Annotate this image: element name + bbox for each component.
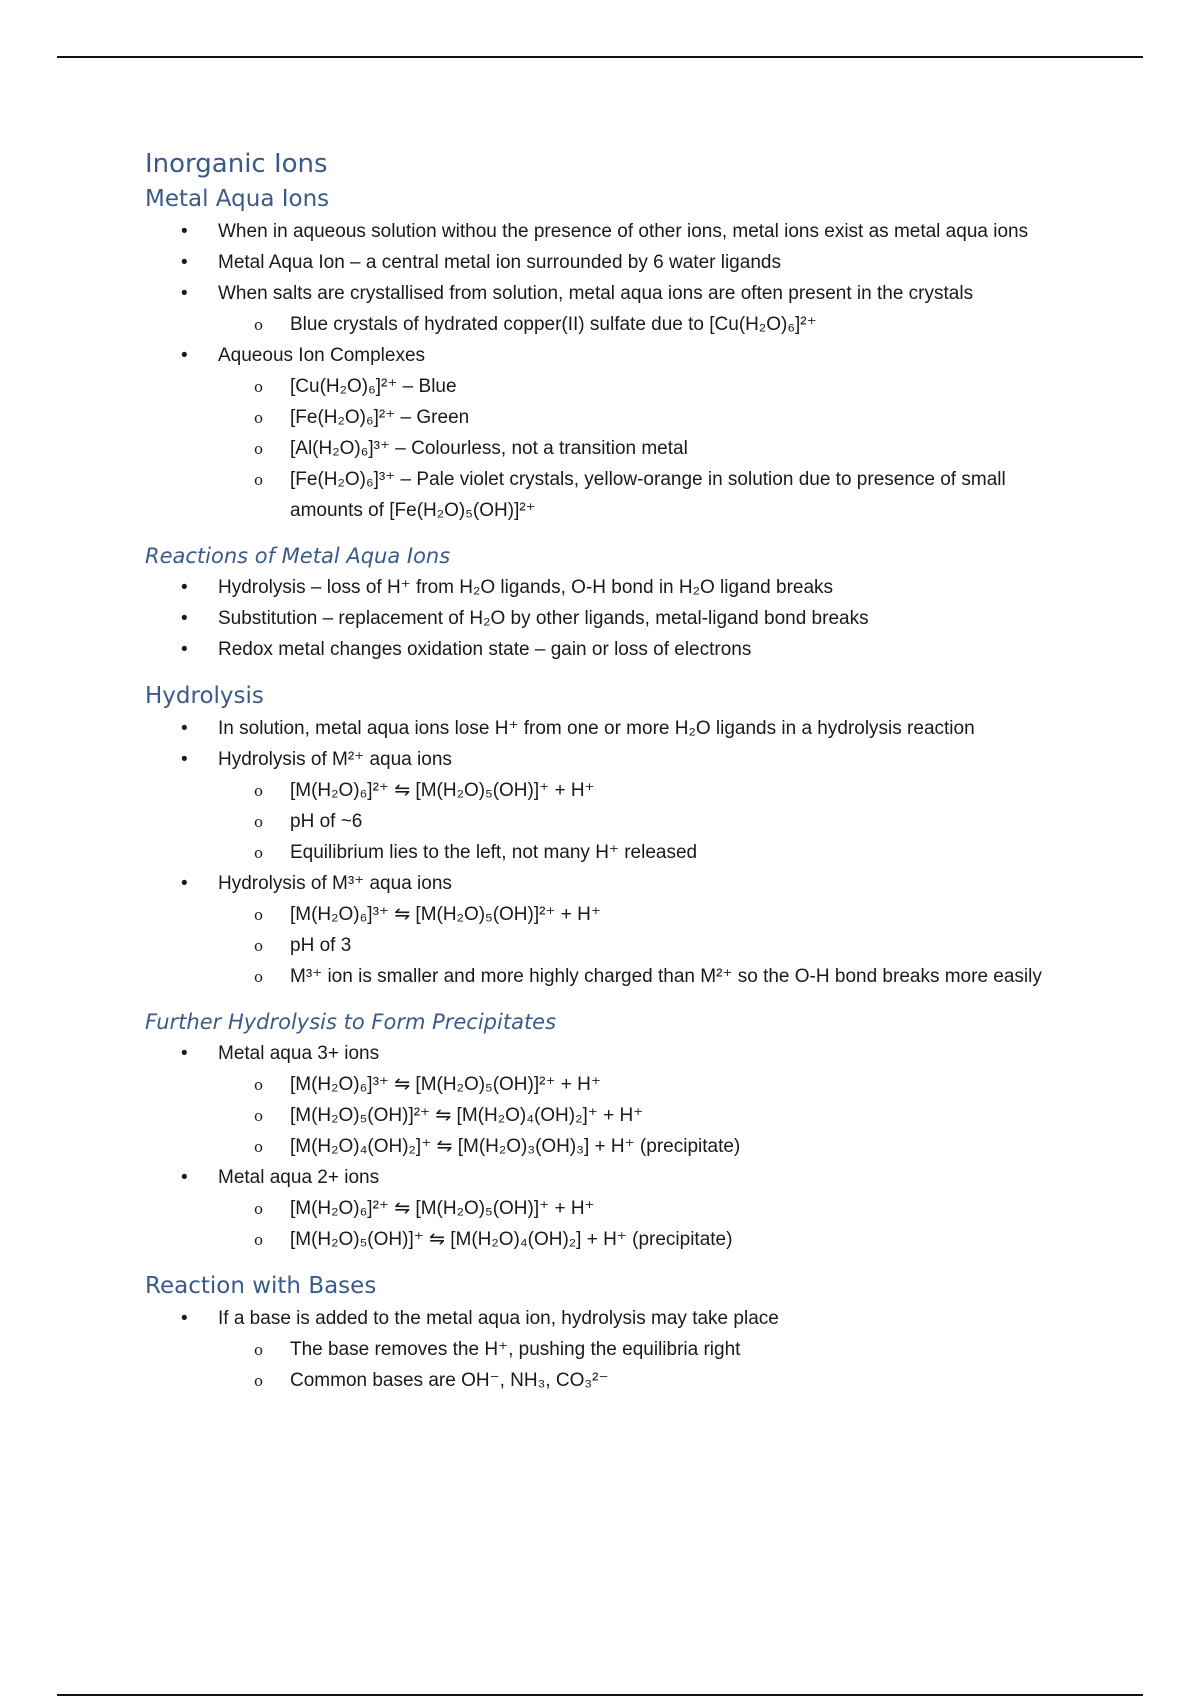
sub-list-item: o [M(H₂O)₅(OH)]²⁺ ⇋ [M(H₂O)₄(OH)₂]⁺ + H⁺ [218, 1100, 1095, 1131]
sub-list-item: o pH of ~6 [218, 806, 1095, 837]
list-item: • Substitution – replacement of H₂O by other ligands, metal-ligand bond breaks [145, 603, 1095, 634]
sub-list-item: o [Fe(H₂O)₆]²⁺ – Green [218, 402, 1095, 433]
bullet-icon: • [181, 1308, 188, 1329]
sub-list [218, 1069, 1095, 1162]
hydrolysis-list [145, 713, 1095, 992]
sub-bullet-icon: o [254, 813, 264, 831]
sub-bullet-icon: o [254, 471, 264, 489]
bases-list [145, 1303, 1095, 1396]
sub-list-item: o [M(H₂O)₄(OH)₂]⁺ ⇋ [M(H₂O)₃(OH)₃] + H⁺ (precipitate) [218, 1131, 1095, 1162]
sub-list [218, 1193, 1095, 1255]
sub-bullet-icon: o [254, 440, 264, 458]
sub-bullet-icon: o [254, 937, 264, 955]
bullet-icon: • [181, 345, 188, 366]
reactions-list [145, 572, 1095, 665]
sub-list-item: o [M(H₂O)₅(OH)]⁺ ⇋ [M(H₂O)₄(OH)₂] + H⁺ (precipitate) [218, 1224, 1095, 1255]
list-item: • Redox metal changes oxidation state – gain or loss of electrons [145, 634, 1095, 665]
list-item: • Metal aqua 3+ ions o [M(H₂O)₆]³⁺ ⇋ [M(H₂O)₅(OH)]²⁺ + H⁺ o [M(H₂O)₅(OH)]²⁺ ⇋ [M(H₂O)₄(OH)₂]⁺ + H⁺ o [M(H₂O)₄(OH)₂]⁺ ⇋ [M(H₂O)₃(OH)₃] + H⁺ (precipitate) [145, 1038, 1095, 1162]
sub-list [218, 1334, 1095, 1396]
bullet-icon: • [181, 639, 188, 660]
sub-list [218, 309, 1095, 340]
bullet-icon: • [181, 749, 188, 770]
page-title: Inorganic Ions [145, 149, 328, 179]
list-item: • If a base is added to the metal aqua ion, hydrolysis may take place o The base removes the H⁺, pushing the equilibria right o Common bases are OH⁻, NH₃, CO₃²⁻ [145, 1303, 1095, 1396]
sub-list [218, 371, 1095, 526]
sub-bullet-icon: o [254, 1200, 264, 1218]
footer-rule [57, 1694, 1143, 1696]
sub-bullet-icon: o [254, 1372, 264, 1390]
list-item: • When in aqueous solution withou the presence of other ions, metal ions exist as metal aqua ions [145, 216, 1095, 247]
bullet-icon: • [181, 1167, 188, 1188]
list-item: • Hydrolysis – loss of H⁺ from H₂O ligands, O-H bond in H₂O ligand breaks [145, 572, 1095, 603]
document-body [145, 146, 1095, 1396]
sub-list-item: o M³⁺ ion is smaller and more highly charged than M²⁺ so the O-H bond breaks more easily [218, 961, 1095, 992]
sub-list-item: o [M(H₂O)₆]³⁺ ⇋ [M(H₂O)₅(OH)]²⁺ + H⁺ [218, 1069, 1095, 1100]
sub-list-item: o [Fe(H₂O)₆]³⁺ – Pale violet crystals, yellow-orange in solution due to presence of small amounts of [Fe(H₂O)₅(OH)]²⁺ [218, 464, 1095, 526]
sub-list [218, 899, 1095, 992]
bullet-icon: • [181, 1043, 188, 1064]
list-item: • When salts are crystallised from solution, metal aqua ions are often present in the crystals o Blue crystals of hydrated copper(II) sulfate due to [Cu(H₂O)₆]²⁺ [145, 278, 1095, 340]
list-item: • Hydrolysis of M³⁺ aqua ions o [M(H₂O)₆]³⁺ ⇋ [M(H₂O)₅(OH)]²⁺ + H⁺ o pH of 3 o M³⁺ ion is smaller and more highly charged than M²⁺ so the O-H bond breaks more easily [145, 868, 1095, 992]
sub-bullet-icon: o [254, 409, 264, 427]
sub-bullet-icon: o [254, 378, 264, 396]
list-item: • Metal Aqua Ion – a central metal ion surrounded by 6 water ligands [145, 247, 1095, 278]
header-rule [57, 56, 1143, 58]
sub-bullet-icon: o [254, 1076, 264, 1094]
list-item: • Hydrolysis of M²⁺ aqua ions o [M(H₂O)₆]²⁺ ⇋ [M(H₂O)₅(OH)]⁺ + H⁺ o pH of ~6 o Equilibrium lies to the left, not many H⁺ released [145, 744, 1095, 868]
sub-bullet-icon: o [254, 844, 264, 862]
bullet-icon: • [181, 283, 188, 304]
sub-list-item: o [Cu(H₂O)₆]²⁺ – Blue [218, 371, 1095, 402]
bullet-icon: • [181, 608, 188, 629]
sub-list-item: o Equilibrium lies to the left, not many H⁺ released [218, 837, 1095, 868]
sub-list-item: o [M(H₂O)₆]²⁺ ⇋ [M(H₂O)₅(OH)]⁺ + H⁺ [218, 1193, 1095, 1224]
bullet-icon: • [181, 221, 188, 242]
sub-bullet-icon: o [254, 906, 264, 924]
sub-bullet-icon: o [254, 968, 264, 986]
bullet-icon: • [181, 873, 188, 894]
sub-list-item: o Blue crystals of hydrated copper(II) sulfate due to [Cu(H₂O)₆]²⁺ [218, 309, 1095, 340]
sub-list-item: o Common bases are OH⁻, NH₃, CO₃²⁻ [218, 1365, 1095, 1396]
sub-bullet-icon: o [254, 1138, 264, 1156]
sub-list-item: o [Al(H₂O)₆]³⁺ – Colourless, not a transition metal [218, 433, 1095, 464]
bullet-icon: • [181, 252, 188, 273]
metal-aqua-list [145, 216, 1095, 526]
section-heading-metal-aqua-ions: Metal Aqua Ions [145, 186, 330, 212]
bullet-icon: • [181, 718, 188, 739]
further-hydrolysis-list [145, 1038, 1095, 1255]
sub-list-item: o The base removes the H⁺, pushing the equilibria right [218, 1334, 1095, 1365]
sub-list-item: o [M(H₂O)₆]³⁺ ⇋ [M(H₂O)₅(OH)]²⁺ + H⁺ [218, 899, 1095, 930]
sub-bullet-icon: o [254, 1341, 264, 1359]
sub-bullet-icon: o [254, 316, 264, 334]
sub-bullet-icon: o [254, 782, 264, 800]
list-item: • Aqueous Ion Complexes o [Cu(H₂O)₆]²⁺ – Blue o [Fe(H₂O)₆]²⁺ – Green o [Al(H₂O)₆]³⁺ – Colourless, not a transition metal o [Fe(H₂O)₆]³⁺ – Pale violet crystals, yellow-orange in solution due to presence of small amounts of [Fe(H₂O)₅(OH)]²⁺ [145, 340, 1095, 526]
sub-list [218, 775, 1095, 868]
sub-bullet-icon: o [254, 1231, 264, 1249]
section-heading-further-hydrolysis: Further Hydrolysis to Form Precipitates [145, 1010, 557, 1034]
sub-list-item: o [M(H₂O)₆]²⁺ ⇋ [M(H₂O)₅(OH)]⁺ + H⁺ [218, 775, 1095, 806]
sub-list-item: o pH of 3 [218, 930, 1095, 961]
sub-bullet-icon: o [254, 1107, 264, 1125]
section-heading-reaction-with-bases: Reaction with Bases [145, 1273, 377, 1299]
list-item: • Metal aqua 2+ ions o [M(H₂O)₆]²⁺ ⇋ [M(H₂O)₅(OH)]⁺ + H⁺ o [M(H₂O)₅(OH)]⁺ ⇋ [M(H₂O)₄(OH)₂] + H⁺ (precipitate) [145, 1162, 1095, 1255]
bullet-icon: • [181, 577, 188, 598]
section-heading-hydrolysis: Hydrolysis [145, 683, 264, 709]
section-heading-reactions: Reactions of Metal Aqua Ions [145, 544, 451, 568]
list-item: • In solution, metal aqua ions lose H⁺ from one or more H₂O ligands in a hydrolysis reaction [145, 713, 1095, 744]
